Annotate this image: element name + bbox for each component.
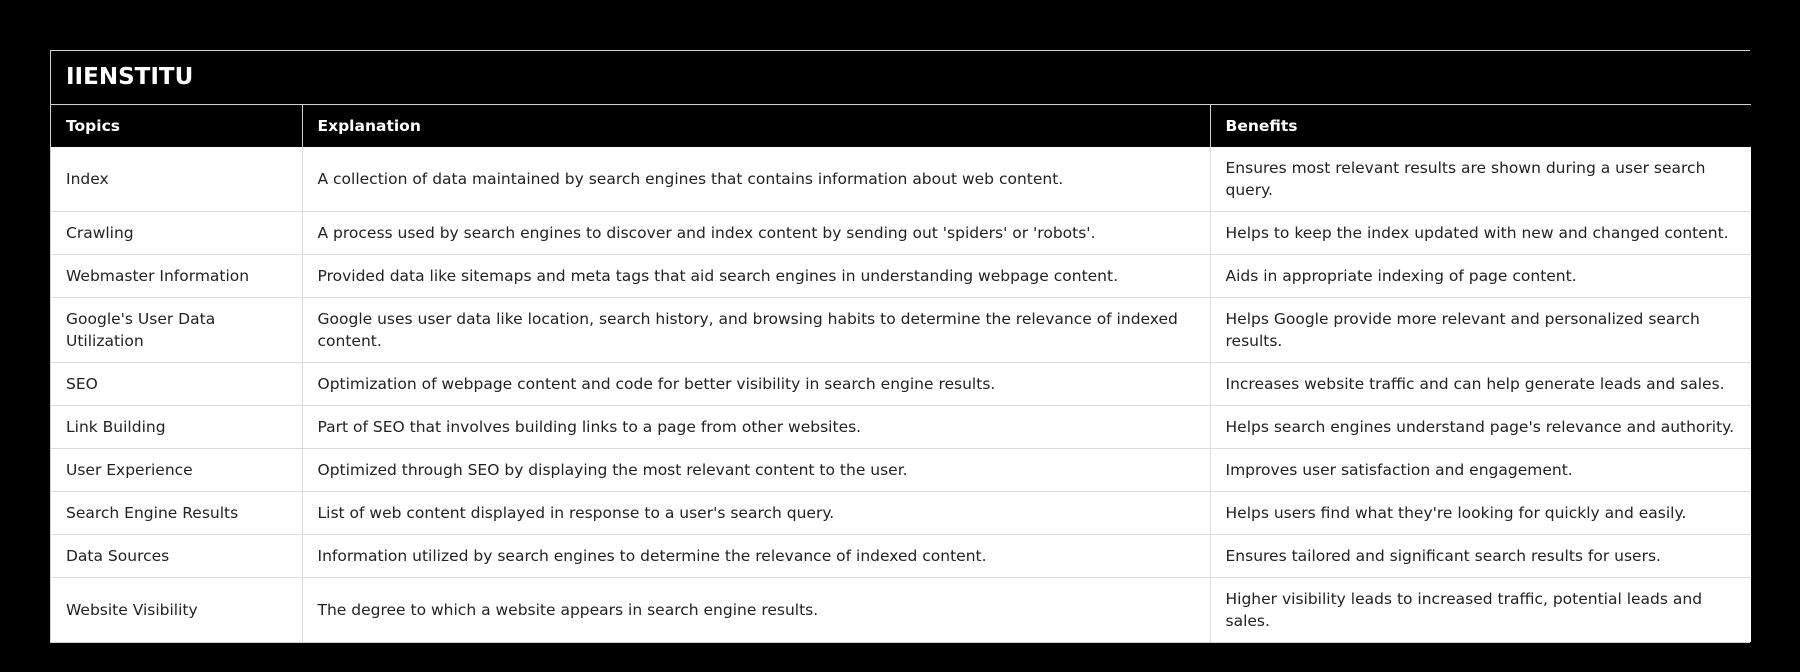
explanation-cell: The degree to which a website appears in search engine results.	[302, 578, 1210, 643]
explanation-cell: A process used by search engines to discover and index content by sending out 'spiders' or 'robots'.	[302, 212, 1210, 255]
topic-cell: Index	[51, 147, 302, 212]
table-row	[51, 578, 1751, 643]
topic-cell: Link Building	[51, 406, 302, 449]
explanation-cell: Provided data like sitemaps and meta tags that aid search engines in understanding webpage content.	[302, 255, 1210, 298]
table-row	[51, 449, 1751, 492]
table-title: IIENSTITU	[51, 51, 1751, 104]
column-header-explanation: Explanation	[302, 104, 1210, 147]
topic-cell: User Experience	[51, 449, 302, 492]
table-header-row	[51, 104, 1751, 147]
benefit-cell: Improves user satisfaction and engagement.	[1210, 449, 1751, 492]
topic-cell: Google's User Data Utilization	[51, 298, 302, 363]
benefit-cell: Ensures tailored and significant search results for users.	[1210, 535, 1751, 578]
column-header-benefits: Benefits	[1210, 104, 1751, 147]
benefit-cell: Helps search engines understand page's relevance and authority.	[1210, 406, 1751, 449]
table-body	[51, 147, 1751, 642]
seo-topics-table-container	[50, 50, 1750, 643]
topic-cell: Webmaster Information	[51, 255, 302, 298]
benefit-cell: Aids in appropriate indexing of page content.	[1210, 255, 1751, 298]
table-row	[51, 363, 1751, 406]
explanation-cell: Part of SEO that involves building links to a page from other websites.	[302, 406, 1210, 449]
table-row	[51, 147, 1751, 212]
explanation-cell: Optimization of webpage content and code for better visibility in search engine results.	[302, 363, 1210, 406]
table-row	[51, 212, 1751, 255]
topic-cell: Website Visibility	[51, 578, 302, 643]
table-title-row	[51, 51, 1751, 104]
explanation-cell: A collection of data maintained by search engines that contains information about web content.	[302, 147, 1210, 212]
explanation-cell: Google uses user data like location, search history, and browsing habits to determine the relevance of indexed content.	[302, 298, 1210, 363]
benefit-cell: Increases website traffic and can help generate leads and sales.	[1210, 363, 1751, 406]
benefit-cell: Higher visibility leads to increased traffic, potential leads and sales.	[1210, 578, 1751, 643]
table-row	[51, 406, 1751, 449]
explanation-cell: Information utilized by search engines to determine the relevance of indexed content.	[302, 535, 1210, 578]
topic-cell: SEO	[51, 363, 302, 406]
table-row	[51, 535, 1751, 578]
benefit-cell: Helps users find what they're looking for quickly and easily.	[1210, 492, 1751, 535]
column-header-topics: Topics	[51, 104, 302, 147]
topic-cell: Data Sources	[51, 535, 302, 578]
explanation-cell: List of web content displayed in response to a user's search query.	[302, 492, 1210, 535]
benefit-cell: Helps Google provide more relevant and personalized search results.	[1210, 298, 1751, 363]
topic-cell: Search Engine Results	[51, 492, 302, 535]
benefit-cell: Helps to keep the index updated with new and changed content.	[1210, 212, 1751, 255]
table-row	[51, 255, 1751, 298]
benefit-cell: Ensures most relevant results are shown during a user search query.	[1210, 147, 1751, 212]
topic-cell: Crawling	[51, 212, 302, 255]
seo-topics-table	[51, 51, 1751, 642]
table-row	[51, 298, 1751, 363]
table-row	[51, 492, 1751, 535]
explanation-cell: Optimized through SEO by displaying the most relevant content to the user.	[302, 449, 1210, 492]
